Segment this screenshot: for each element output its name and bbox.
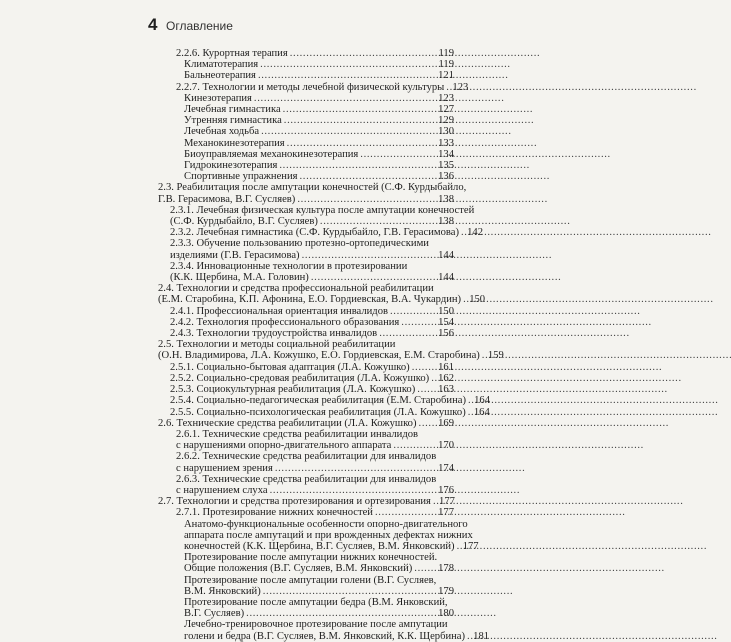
dot-leader <box>320 216 436 227</box>
toc-page-number: 176 <box>438 484 454 496</box>
toc-entry-line <box>170 216 454 227</box>
toc-entry <box>158 160 454 171</box>
toc-entry-line <box>184 586 454 597</box>
toc-page-number: 180 <box>438 608 454 620</box>
toc-entry <box>158 81 469 93</box>
toc-entry-text: 2.2.6. Курортная терапия <box>176 48 288 59</box>
dot-leader <box>287 138 436 149</box>
toc-entry-line <box>170 373 454 384</box>
toc-entry <box>158 171 454 182</box>
toc-entry-line <box>184 171 454 182</box>
toc-entry-text: 2.3. Реабилитация после ампутации конечностей (С.Ф. Курдыбайло, <box>158 182 467 194</box>
toc-entry-text: аппарата после ампутаций и при врожденных дефектах нижних <box>184 529 473 541</box>
toc-entry <box>158 406 490 418</box>
toc-entry-text: Протезирование после ампутации голени (В.Г. Сусляев, <box>184 574 437 586</box>
dot-leader <box>300 171 437 182</box>
toc-entry-text: с нарушением слуха <box>176 484 268 496</box>
dot-leader <box>379 328 436 339</box>
dot-leader <box>360 149 436 160</box>
dot-leader <box>290 48 436 59</box>
dot-leader <box>461 227 465 238</box>
toc-page-number: 159 <box>487 350 504 362</box>
toc-entry-line <box>170 306 454 317</box>
toc-page-number: 123 <box>438 92 454 104</box>
toc-entry-text: Гидрокинезотерапия <box>184 160 278 172</box>
toc-entry-text: Кинезотерапия <box>184 92 252 104</box>
toc-page-number: 164 <box>474 395 490 407</box>
dot-leader <box>463 294 467 305</box>
toc-entry-text: 2.7. Технологии и средства протезирования и ортезирования <box>158 496 431 508</box>
toc-entry-text: конечностей (К.К. Щербина, В.Г. Сусляев, В.М. Янковский) <box>184 540 455 552</box>
toc-page-number: 156 <box>438 328 454 340</box>
toc-entry <box>158 204 475 228</box>
toc-entry <box>158 451 454 473</box>
dot-leader <box>433 496 437 507</box>
toc-page-number: 179 <box>438 585 454 597</box>
toc-entry <box>158 395 490 407</box>
toc-page-number: 136 <box>438 171 454 183</box>
toc-entry-text: Лечебно-тренировочное протезирование после ампутации <box>184 619 448 631</box>
toc-entry <box>158 93 454 104</box>
toc-page-number: 164 <box>473 406 490 418</box>
toc-entry <box>158 507 454 518</box>
dot-leader <box>258 70 436 81</box>
toc-entry-line <box>176 81 469 93</box>
toc-entry-line <box>176 507 454 518</box>
toc-entry <box>158 597 454 619</box>
page-number: 4 <box>148 15 158 34</box>
toc-page-number: 150 <box>469 294 486 306</box>
toc-entry-line <box>158 194 454 205</box>
toc-entry <box>158 59 454 70</box>
dot-leader <box>412 362 436 373</box>
toc-entry-line <box>184 59 454 70</box>
toc-entry-text: Спортивные упражнения <box>184 171 298 183</box>
toc-entry-text: 2.4.3. Технологии трудоустройства инвалидов <box>170 328 378 340</box>
toc-entry <box>158 115 454 126</box>
toc-entry-text: Лечебная ходьба <box>184 126 260 138</box>
toc-entry-line <box>176 463 454 474</box>
toc-entry-line <box>158 496 454 507</box>
toc-entry-text: 2.4.2. Технология профессионального образования <box>170 316 400 328</box>
toc-entry-text: 2.5.2. Социально-средовая реабилитация (Л.А. Кожушко) <box>170 372 430 384</box>
toc-entry-line <box>170 317 454 328</box>
toc-entry <box>158 283 486 306</box>
dot-leader <box>482 350 486 361</box>
toc-entry-text: 2.6.1. Технические средства реабилитации инвалидов <box>176 428 419 440</box>
dot-leader <box>401 317 436 328</box>
toc-entry <box>158 418 454 429</box>
toc-entry-text: 2.6.2. Технические средства реабилитации для инвалидов <box>176 451 437 463</box>
toc-page-number: 177 <box>438 507 454 519</box>
toc-entry <box>158 104 454 115</box>
toc-entry <box>158 238 454 260</box>
dot-leader <box>468 407 472 418</box>
dot-leader <box>393 440 436 451</box>
toc-entry-line <box>170 384 454 395</box>
dot-leader <box>270 485 436 496</box>
toc-entry-line <box>184 149 454 160</box>
toc-entry-line <box>184 563 454 574</box>
toc-entry-text: изделиями (Г.В. Герасимова) <box>170 249 300 261</box>
toc-entry-text: 2.2.7. Технологии и методы лечебной физической культуры <box>176 81 445 93</box>
toc-page-number: 177 <box>462 540 479 552</box>
toc-page-number: 154 <box>438 316 454 328</box>
toc-entry-text: Анатомо-функциональные особенности опорно-двигательного <box>184 518 468 530</box>
toc-entry-text: Бальнеотерапия <box>184 70 256 82</box>
dot-leader <box>279 160 436 171</box>
toc-entry <box>158 362 454 373</box>
dot-leader <box>246 608 436 619</box>
toc-entry-line <box>158 350 504 362</box>
toc-page-number: 178 <box>438 563 454 575</box>
toc-entry-line <box>170 227 483 239</box>
dot-leader <box>467 631 471 642</box>
dot-leader <box>390 306 436 317</box>
toc-entry-text: 2.3.2. Лечебная гимнастика (С.Ф. Курдыбайло, Г.В. Герасимова) <box>170 227 459 239</box>
toc-entry-line <box>158 418 454 429</box>
toc-entry-line <box>184 630 490 642</box>
toc-entry-line <box>170 328 454 339</box>
toc-entry <box>158 182 467 205</box>
toc-entry-text: 2.4. Технологии и средства профессиональной реабилитации <box>158 283 434 295</box>
dot-leader <box>297 194 436 205</box>
toc-entry-line <box>170 362 454 373</box>
toc-entry-text: с нарушением зрения <box>176 462 273 474</box>
toc-entry-line <box>158 294 486 306</box>
toc-entry-line <box>184 126 454 137</box>
toc-entry <box>158 474 454 496</box>
toc-entry-text: с нарушениями опорно-двигательного аппарата <box>176 440 392 452</box>
toc-entry-line <box>184 70 454 81</box>
toc-entry-text: В.М. Янковский) <box>184 585 261 597</box>
toc-entry-line <box>170 406 490 418</box>
toc-page-number: 181 <box>473 630 490 642</box>
toc-entry <box>158 575 454 597</box>
toc-entry-line <box>184 138 454 149</box>
toc-entry-text: 2.5. Технологии и методы социальной реабилитации <box>158 339 396 351</box>
toc-entry-text: В.Г. Сусляев) <box>184 608 245 620</box>
toc-page-number: 170 <box>438 440 454 452</box>
toc-page-number: 162 <box>438 372 454 384</box>
toc-entry-text: Климатотерапия <box>184 59 259 71</box>
toc-entry <box>158 496 454 507</box>
toc-entry <box>158 306 454 317</box>
toc-page-number: 127 <box>438 104 454 116</box>
dot-leader <box>275 463 436 474</box>
toc-entry-line <box>176 440 454 451</box>
toc-page-number: 119 <box>438 59 454 71</box>
toc-entry-text: 2.5.3. Социокультурная реабилитация (Л.А. Кожушко) <box>170 384 416 396</box>
toc-entry-line <box>184 93 454 104</box>
dot-leader <box>263 586 436 597</box>
toc-entry-text: голени и бедра (В.Г. Сусляев, В.М. Янковский, К.К. Щербина) <box>184 630 466 642</box>
toc-page-number: 138 <box>438 193 454 205</box>
dot-leader <box>414 563 436 574</box>
toc-page-number: 161 <box>438 361 454 373</box>
dot-leader <box>431 373 436 384</box>
toc-entry-text: 2.5.4. Социально-педагогическая реабилитация (Е.М. Старобина) <box>170 395 466 407</box>
toc-entry <box>158 339 504 362</box>
dot-leader <box>260 59 436 70</box>
toc-entry <box>158 138 454 149</box>
toc-entry-text: Механокинезотерапия <box>184 137 285 149</box>
toc-entry-line <box>170 272 454 283</box>
toc-entry-text: (С.Ф. Курдыбайло, В.Г. Сусляев) <box>170 216 318 228</box>
dot-leader <box>254 93 436 104</box>
toc-entry-text: (Е.М. Старобина, К.П. Афонина, Е.О. Гордиевская, В.А. Чукардин) <box>158 294 462 306</box>
toc-page-number: 133 <box>438 137 454 149</box>
toc-entry-text: 2.5.5. Социально-психологическая реабилитация (Л.А. Кожушко) <box>170 406 466 418</box>
toc-page-number: 135 <box>438 160 454 172</box>
toc-page-number: 142 <box>467 227 483 239</box>
toc-entry-text: 2.3.3. Обучение пользованию протезно-ортопедическими <box>170 238 429 250</box>
running-head: Оглавление <box>166 19 233 33</box>
toc-entry-text: 2.6.3. Технические средства реабилитации для инвалидов <box>176 473 437 485</box>
page-header <box>148 14 448 36</box>
toc-page-number: 119 <box>438 48 454 59</box>
toc-entry-line <box>184 540 479 552</box>
toc-entry <box>158 227 483 239</box>
toc-entry-text: Протезирование после ампутации нижних конечностей. <box>184 552 438 564</box>
toc-entry-text: 2.4.1. Профессиональная ориентация инвалидов <box>170 305 388 317</box>
toc-page-number: 130 <box>438 126 454 138</box>
toc-entry-text: (К.К. Щербина, М.А. Головин) <box>170 272 309 284</box>
toc-entry-line <box>176 485 454 496</box>
toc-entry <box>158 70 454 81</box>
toc-page-number: 138 <box>438 216 454 228</box>
toc-page-number: 150 <box>438 305 454 317</box>
toc-page-number: 134 <box>438 148 454 160</box>
toc-entry <box>158 552 454 574</box>
toc-entry-text: Протезирование после ампутации бедра (В.М. Янковский, <box>184 596 448 608</box>
toc-entry-line <box>184 160 454 171</box>
toc-page-number: 177 <box>439 496 455 508</box>
dot-leader <box>446 82 450 93</box>
dot-leader <box>375 507 436 518</box>
toc-entry <box>158 384 454 395</box>
dot-leader <box>468 395 472 406</box>
toc-entry <box>158 261 454 283</box>
dot-leader <box>261 126 436 137</box>
dot-leader <box>284 115 436 126</box>
toc-entry-text: Биоуправляемая механокинезотерапия <box>184 148 359 160</box>
toc-page-number: 123 <box>452 81 469 93</box>
toc-entry <box>158 429 454 451</box>
toc-entry-text: Утренняя гимнастика <box>184 115 282 127</box>
toc-page-number: 169 <box>438 417 454 429</box>
toc-entry-line <box>184 104 454 115</box>
toc-entry-text: 2.3.4. Инновационные технологии в протезировании <box>170 260 408 272</box>
toc-page-number: 121 <box>438 70 454 82</box>
toc-entry-text: Общие положения (В.Г. Сусляев, В.М. Янковский) <box>184 563 413 575</box>
dot-leader <box>417 384 436 395</box>
toc-page-number: 144 <box>438 249 454 261</box>
toc-entry <box>158 619 490 642</box>
toc-entry <box>158 126 454 137</box>
toc-entry <box>158 149 454 160</box>
toc-entry <box>158 328 454 339</box>
toc-entry-text: Г.В. Герасимова, В.Г. Сусляев) <box>158 193 296 205</box>
toc-entry <box>158 317 454 328</box>
toc-entry <box>158 518 479 553</box>
table-of-contents <box>158 48 504 642</box>
toc-page-number: 163 <box>438 384 454 396</box>
toc-entry-text: Лечебная гимнастика <box>184 104 281 116</box>
toc-entry-line <box>176 48 454 59</box>
toc-entry-line <box>170 395 490 407</box>
toc-entry <box>158 48 454 59</box>
toc-page-number: 174 <box>438 462 454 474</box>
toc-entry-line <box>184 115 454 126</box>
dot-leader <box>457 541 461 552</box>
toc-entry-text: (О.Н. Владимирова, Л.А. Кожушко, Е.О. Гордиевская, Е.М. Старобина) <box>158 350 480 362</box>
toc-entry-line <box>170 250 454 261</box>
toc-entry-text: 2.3.1. Лечебная физическая культура после ампутации конечностей <box>170 204 475 216</box>
toc-entry-line <box>184 608 454 619</box>
toc-entry-text: 2.5.1. Социально-бытовая адаптация (Л.А. Кожушко) <box>170 361 410 373</box>
toc-page-number: 144 <box>438 272 454 284</box>
toc-page-number: 129 <box>438 115 454 127</box>
toc-entry-text: 2.7.1. Протезирование нижних конечностей <box>176 507 373 519</box>
dot-leader <box>311 272 436 283</box>
dot-leader <box>302 250 436 261</box>
dot-leader <box>283 104 436 115</box>
toc-entry-text: 2.6. Технические средства реабилитации (Л.А. Кожушко) <box>158 417 417 429</box>
dot-leader <box>419 418 436 429</box>
toc-entry <box>158 373 454 384</box>
